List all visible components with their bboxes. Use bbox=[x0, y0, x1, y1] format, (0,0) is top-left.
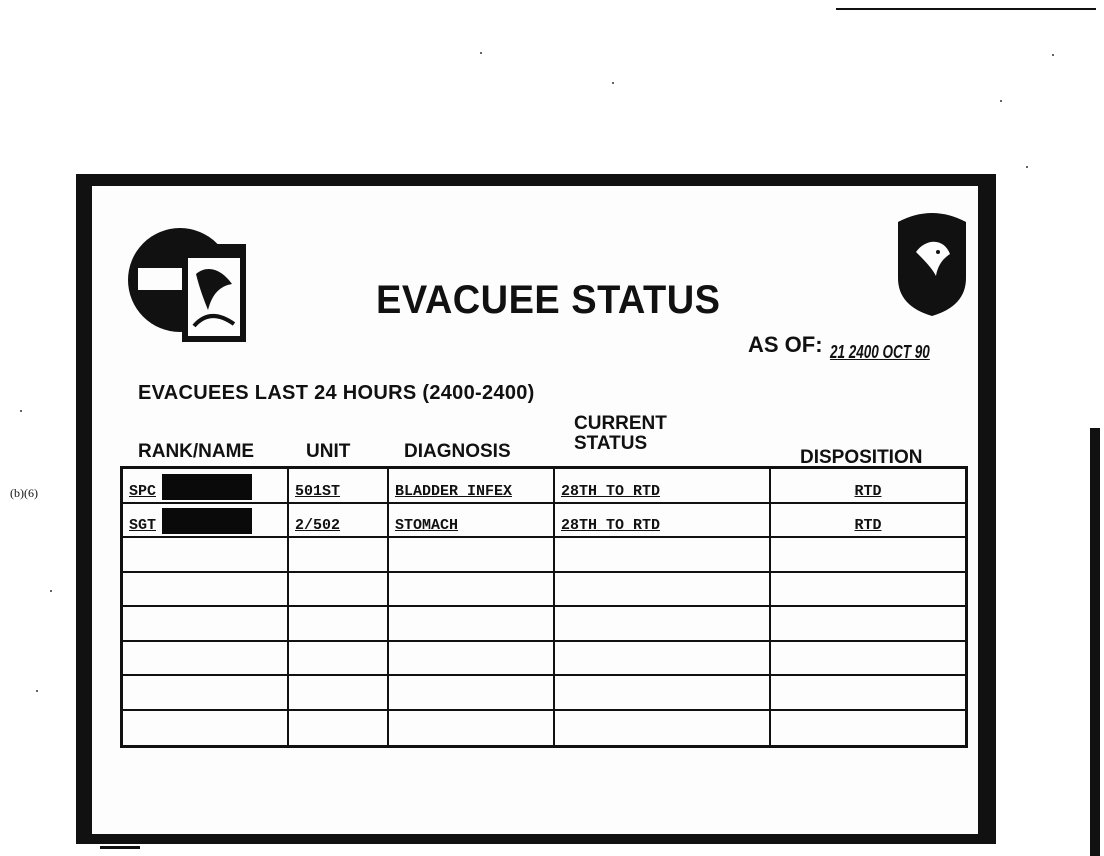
cell-disposition bbox=[771, 642, 965, 677]
cell-current-status bbox=[555, 676, 771, 711]
as-of-label: AS OF: bbox=[748, 332, 823, 357]
cell-rank-name bbox=[123, 607, 289, 642]
cell-diagnosis bbox=[389, 573, 555, 608]
board-panel bbox=[92, 186, 978, 834]
cell-disposition: RTD bbox=[771, 504, 965, 539]
column-header-current-status-line2: STATUS bbox=[574, 433, 648, 454]
cell-disposition bbox=[771, 538, 965, 573]
cell-unit bbox=[289, 607, 389, 642]
scan-edge-bar bbox=[1090, 428, 1100, 856]
scan-edge-line bbox=[836, 8, 1096, 10]
as-of-value: 21 2400 OCT 90 bbox=[830, 342, 930, 362]
evacuee-table bbox=[120, 466, 968, 748]
cell-rank-name bbox=[123, 711, 289, 746]
cell-unit bbox=[289, 711, 389, 746]
cell-diagnosis bbox=[389, 642, 555, 677]
scan-speck bbox=[612, 82, 614, 84]
cell-current-status bbox=[555, 573, 771, 608]
page-title: EVACUEE STATUS bbox=[376, 278, 721, 322]
cell-diagnosis bbox=[389, 607, 555, 642]
column-header-diagnosis: DIAGNOSIS bbox=[404, 441, 511, 462]
scan-speck bbox=[20, 410, 22, 412]
cell-unit bbox=[289, 642, 389, 677]
name-redaction bbox=[162, 508, 252, 534]
evacuee-status-board bbox=[76, 174, 996, 844]
cell-diagnosis bbox=[389, 676, 555, 711]
cell-current-status bbox=[555, 538, 771, 573]
eagle-patch-icon bbox=[892, 208, 972, 318]
scan-speck bbox=[1000, 100, 1002, 102]
rank-text: SGT bbox=[129, 517, 157, 534]
cell-disposition bbox=[771, 711, 965, 746]
cell-rank-name bbox=[123, 676, 289, 711]
cell-rank-name bbox=[123, 469, 289, 504]
column-header-rank-name: RANK/NAME bbox=[138, 441, 255, 462]
unit-crest-icon bbox=[124, 214, 254, 344]
name-redaction bbox=[162, 474, 252, 500]
evacuees-subheading: EVACUEES LAST 24 HOURS (2400-2400) bbox=[138, 382, 535, 404]
cell-disposition bbox=[771, 573, 965, 608]
scan-edge-line bbox=[100, 846, 140, 849]
cell-unit bbox=[289, 676, 389, 711]
rank-text: SPC bbox=[129, 482, 157, 500]
cell-diagnosis bbox=[389, 538, 555, 573]
cell-unit bbox=[289, 538, 389, 573]
column-header-unit: UNIT bbox=[306, 441, 351, 462]
cell-unit bbox=[289, 573, 389, 608]
cell-current-status: 28TH TO RTD bbox=[555, 504, 771, 539]
cell-disposition: RTD bbox=[771, 469, 965, 504]
cell-rank-name bbox=[123, 573, 289, 608]
scan-speck bbox=[480, 52, 482, 54]
column-header-current-status-line1: CURRENT bbox=[574, 413, 667, 434]
cell-unit: 2/502 bbox=[289, 504, 389, 539]
column-header-disposition: DISPOSITION bbox=[800, 447, 923, 468]
cell-rank-name bbox=[123, 642, 289, 677]
cell-current-status bbox=[555, 642, 771, 677]
cell-current-status bbox=[555, 711, 771, 746]
scan-speck bbox=[50, 590, 52, 592]
cell-current-status bbox=[555, 607, 771, 642]
cell-diagnosis bbox=[389, 711, 555, 746]
cell-current-status: 28TH TO RTD bbox=[555, 469, 771, 504]
redaction-tag: (b)(6) bbox=[10, 486, 38, 500]
column-header-current-status bbox=[574, 414, 667, 454]
scan-speck bbox=[36, 690, 38, 692]
cell-unit: 501ST bbox=[289, 469, 389, 504]
cell-disposition bbox=[771, 676, 965, 711]
cell-diagnosis: STOMACH bbox=[389, 504, 555, 539]
cell-rank-name bbox=[123, 538, 289, 573]
scan-speck bbox=[1026, 166, 1028, 168]
cell-disposition bbox=[771, 607, 965, 642]
cell-diagnosis: BLADDER INFEX bbox=[389, 469, 555, 504]
scan-speck bbox=[1052, 54, 1054, 56]
cell-rank-name bbox=[123, 504, 289, 539]
